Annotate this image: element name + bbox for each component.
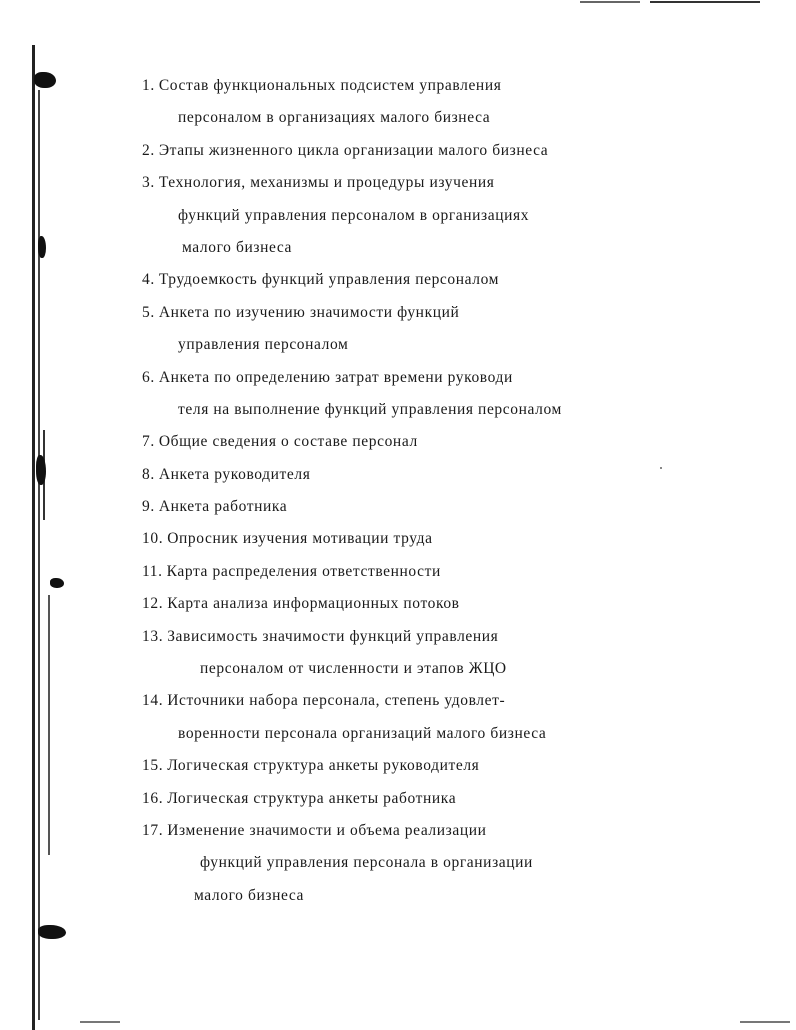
item-number: 5.: [142, 303, 155, 321]
item-number: 3.: [142, 174, 155, 192]
list-item: [142, 264, 762, 296]
item-text: Общие сведения о составе персонал: [158, 433, 418, 451]
list-item: [142, 783, 762, 815]
item-text-continued: управления персоналом: [178, 336, 349, 354]
scan-edge-artifact: [580, 1, 640, 3]
item-text-continued: воренности персонала организаций малого бизнеса: [178, 724, 547, 742]
item-text-continued: персоналом в организациях малого бизнеса: [178, 109, 491, 127]
item-number: 13.: [142, 627, 164, 645]
scan-edge-artifact: [38, 90, 40, 1020]
scan-edge-artifact: [48, 595, 50, 855]
scan-blot: [36, 455, 46, 485]
item-number: 9.: [142, 498, 155, 516]
list-item: [142, 70, 762, 135]
list-item: [142, 491, 762, 523]
item-text-continued: теля на выполнение функций управления персоналом: [178, 400, 562, 418]
item-text: Логическая структура анкеты руководителя: [167, 757, 480, 775]
list-item: [142, 167, 762, 264]
item-text: Этапы жизненного цикла организации малого бизнеса: [158, 141, 549, 159]
item-text: Зависимость значимости функций управления: [167, 627, 499, 645]
item-number: 11.: [142, 562, 163, 580]
list-item: [142, 523, 762, 555]
list-item: [142, 459, 762, 491]
item-number: 14.: [142, 692, 164, 710]
list-item: [142, 815, 762, 912]
item-number: 4.: [142, 271, 155, 289]
scan-edge-artifact: [32, 45, 35, 1030]
list-item: [142, 297, 762, 362]
item-text: Анкета работника: [158, 498, 288, 516]
item-number: 16.: [142, 789, 164, 807]
scan-blot: [50, 578, 64, 588]
item-text: Изменение значимости и объема реализации: [167, 821, 487, 839]
item-number: 1.: [142, 77, 155, 94]
item-text: Состав функциональных подсистем управления: [158, 77, 502, 94]
item-text: Логическая структура анкеты работника: [167, 789, 457, 807]
item-text: Карта анализа информационных потоков: [167, 595, 460, 613]
scan-edge-artifact: [650, 1, 760, 3]
item-number: 8.: [142, 465, 155, 483]
item-text: Карта распределения ответственности: [166, 562, 441, 580]
list-item: [142, 426, 762, 458]
item-text: Опросник изучения мотивации труда: [167, 530, 433, 548]
item-number: 17.: [142, 821, 164, 839]
item-text: Анкета руководителя: [158, 465, 311, 483]
item-number: 12.: [142, 595, 164, 613]
scan-blot: [38, 925, 66, 939]
item-text: Технология, механизмы и процедуры изучения: [158, 174, 495, 192]
item-text: Анкета по изучению значимости функций: [158, 303, 460, 321]
item-number: 6.: [142, 368, 155, 386]
list-item: [142, 135, 762, 167]
item-text-continued: персоналом от численности и этапов ЖЦО: [200, 660, 507, 678]
list-item: [142, 556, 762, 588]
list-item: [142, 750, 762, 782]
item-text: Анкета по определению затрат времени руководи: [158, 368, 513, 386]
item-text-continued: функций управления персонала в организации: [200, 854, 533, 872]
item-number: 7.: [142, 433, 155, 451]
scan-edge-artifact: [80, 1021, 120, 1023]
appendix-list: [142, 70, 762, 912]
item-text-continued: малого бизнеса: [182, 238, 293, 256]
scan-blot: [38, 236, 46, 258]
scan-blot: [34, 72, 56, 88]
item-number: 10.: [142, 530, 164, 548]
scan-edge-artifact: [740, 1021, 790, 1023]
list-item: [142, 588, 762, 620]
item-text-continued: малого бизнеса: [194, 886, 305, 904]
list-item: [142, 685, 762, 750]
item-number: 15.: [142, 757, 164, 775]
item-text: Источники набора персонала, степень удовлет-: [167, 692, 506, 710]
item-text-continued: функций управления персоналом в организациях: [178, 206, 530, 224]
list-item: [142, 621, 762, 686]
item-text: Трудоемкость функций управления персоналом: [158, 271, 500, 289]
item-number: 2.: [142, 141, 155, 159]
list-item: [142, 362, 762, 427]
